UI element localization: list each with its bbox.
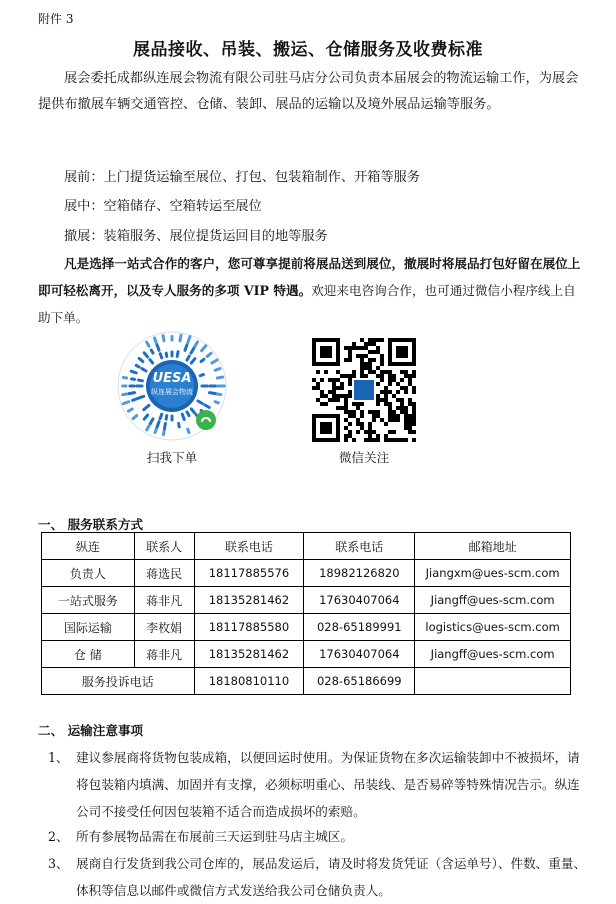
code-ray (123, 394, 127, 395)
table-cell: 18135281462 (194, 641, 304, 668)
table-cell: 蒋选民 (134, 560, 194, 587)
table-row (42, 587, 571, 614)
note-item-3 (38, 850, 590, 904)
code-ray (202, 346, 206, 351)
section-transport-title: 二、 运输注意事项 (38, 723, 144, 738)
code-ray (179, 423, 180, 426)
code-ray (137, 396, 143, 398)
promo-rest-text: 欢迎来电咨询合作，也可通过微信小程序线上自助下单。 (38, 283, 576, 325)
code-ray (187, 412, 189, 416)
contact-table (41, 532, 571, 695)
wechat-qr-code[interactable] (312, 338, 416, 442)
code-ray (217, 394, 221, 395)
table-cell: 蒋非凡 (134, 587, 194, 614)
table-cell: logistics@ues-scm.com (415, 614, 571, 641)
qr-right-label: 微信关注 (338, 450, 390, 465)
table-cell: Jiangff@ues-scm.com (415, 587, 571, 614)
code-ray (163, 336, 164, 341)
code-ray (195, 342, 197, 346)
table-cell: Jiangxm@ues-scm.com (415, 560, 571, 587)
table-cell: 028-65189991 (304, 614, 415, 641)
code-ray (147, 426, 149, 430)
code-ray (215, 402, 218, 403)
code-ray (123, 377, 126, 378)
code-ray (200, 375, 203, 376)
code-ray (164, 423, 165, 429)
table-cell: 18117885580 (194, 614, 304, 641)
phase-during: 展中：空箱储存、空箱转运至展位 (64, 199, 262, 214)
table-header: 纵连 (42, 533, 135, 560)
code-ray (138, 380, 142, 381)
code-ray (217, 377, 222, 378)
code-ray (191, 409, 194, 413)
table-cell: 17630407064 (304, 641, 415, 668)
table-cell: 李枚娟 (134, 614, 194, 641)
table-row (42, 641, 571, 668)
code-ray (191, 347, 194, 353)
code-ray (151, 350, 153, 353)
qr-left-label: 扫我下单 (146, 450, 198, 465)
phase-before: 展前：上门提货运输至展位、打包、包装箱制作、开箱等服务 (64, 170, 421, 185)
note-text: 展商自行发货到我公司仓库的，展品发运后，请及时将发货凭证（含运单号）、件数、重量、体积等信息以邮件或微信方式发送给我公司仓储负责人。 (76, 856, 587, 898)
note-number: 3、 (48, 856, 69, 871)
mini-program-icon (196, 410, 216, 430)
code-ray (123, 402, 129, 404)
code-ray (180, 335, 181, 341)
note-text: 建议参展商将货物包装成箱，以便回运时使用。为保证货物在多次运输装卸中不被损坏，请将包装箱内填满、加固并有支撑，必须标明重心、吊装线、是否易碎等特殊情况告示。纵连公司不接受任何因包装箱不适合而造成损坏的索赔。 (76, 750, 580, 819)
table-cell: 18982126820 (304, 560, 415, 587)
table-cell: 国际运输 (42, 614, 135, 641)
code-ray (207, 353, 211, 356)
code-ray (129, 393, 135, 394)
code-ray (139, 358, 143, 361)
code-ray (185, 345, 187, 350)
code-ray (157, 422, 159, 428)
logo-subtext: 纵连展会物流 (151, 388, 193, 396)
table-cell: 17630407064 (304, 587, 415, 614)
complaint-phone-1: 18180810110 (194, 668, 304, 695)
note-item-1 (38, 744, 590, 825)
code-ray (182, 414, 184, 419)
code-ray (147, 342, 149, 346)
code-ray (132, 379, 135, 380)
code-ray (128, 409, 132, 411)
code-ray (205, 405, 209, 407)
table-row (42, 668, 571, 695)
note-text: 所有参展物品需在布展前三天运到驻马店主城区。 (76, 829, 354, 844)
table-cell: 仓 储 (42, 641, 135, 668)
code-ray (166, 416, 167, 420)
code-ray (209, 393, 216, 394)
section-contact-title: 一、 服务联系方式 (38, 517, 144, 532)
table-cell-empty (415, 668, 571, 695)
code-ray (187, 356, 189, 360)
code-ray (188, 429, 189, 432)
code-ray (160, 354, 162, 358)
table-cell: 一站式服务 (42, 587, 135, 614)
code-ray (201, 359, 204, 361)
promo-paragraph (38, 250, 586, 331)
table-cell: Jiangff@ues-scm.com (415, 641, 571, 668)
code-ray (198, 401, 202, 404)
code-ray (155, 429, 156, 432)
table-header: 联系电话 (304, 533, 415, 560)
code-ray (155, 338, 157, 343)
code-ray (177, 352, 178, 357)
table-row (42, 560, 571, 587)
code-ray (212, 360, 217, 363)
code-ray (188, 337, 190, 343)
code-ray (150, 360, 153, 363)
code-ray (150, 419, 153, 424)
table-header: 联系电话 (194, 533, 304, 560)
code-ray (133, 416, 137, 419)
code-ray (136, 365, 139, 367)
complaint-phone-2: 028-65186699 (304, 668, 415, 695)
code-ray (157, 344, 159, 350)
table-header: 邮箱地址 (415, 533, 571, 560)
table-header-row (42, 533, 571, 560)
code-ray (215, 368, 220, 370)
code-ray (144, 405, 149, 409)
table-header: 联系人 (134, 533, 194, 560)
logo-text: UESA (152, 371, 192, 386)
note-number: 2、 (48, 829, 69, 844)
table-cell: 负责人 (42, 560, 135, 587)
code-ray (166, 353, 167, 356)
mini-program-qr[interactable] (116, 330, 228, 442)
note-item-2 (38, 823, 590, 850)
code-ray (142, 369, 146, 371)
intro-paragraph: 展会委托成都纵连展会物流有限公司驻马店分公司负责本届展会的物流运输工作，为展会提供布撤展车辆交通管控、仓储、装卸、展品的运输以及境外展品运输等服务。 (38, 71, 579, 112)
table-row (42, 614, 571, 641)
attachment-label: 附件 3 (38, 12, 74, 26)
code-ray (133, 399, 137, 400)
complaint-label: 服务投诉电话 (42, 668, 195, 695)
code-ray (144, 353, 147, 357)
page-title: 展品接收、吊装、搬运、仓储服务及收费标准 (133, 40, 483, 60)
phase-after: 撤展：装箱服务、展位提货运回目的地等服务 (64, 229, 328, 244)
note-number: 1、 (48, 750, 69, 765)
code-ray (191, 359, 195, 363)
code-ray (131, 371, 136, 373)
code-ray (163, 431, 164, 434)
table-cell: 蒋非凡 (134, 641, 194, 668)
table-cell: 18117885576 (194, 560, 304, 587)
code-ray (144, 415, 147, 419)
code-ray (160, 414, 162, 419)
table-cell: 18135281462 (194, 587, 304, 614)
promo-bold-text: 凡是选择一站式合作的客户，您可尊享提前将展品送到展位，撤展时将展品打包好留在展位上即可轻松离开，以及专人服务的多项 VIP 特遇。 (38, 256, 581, 298)
